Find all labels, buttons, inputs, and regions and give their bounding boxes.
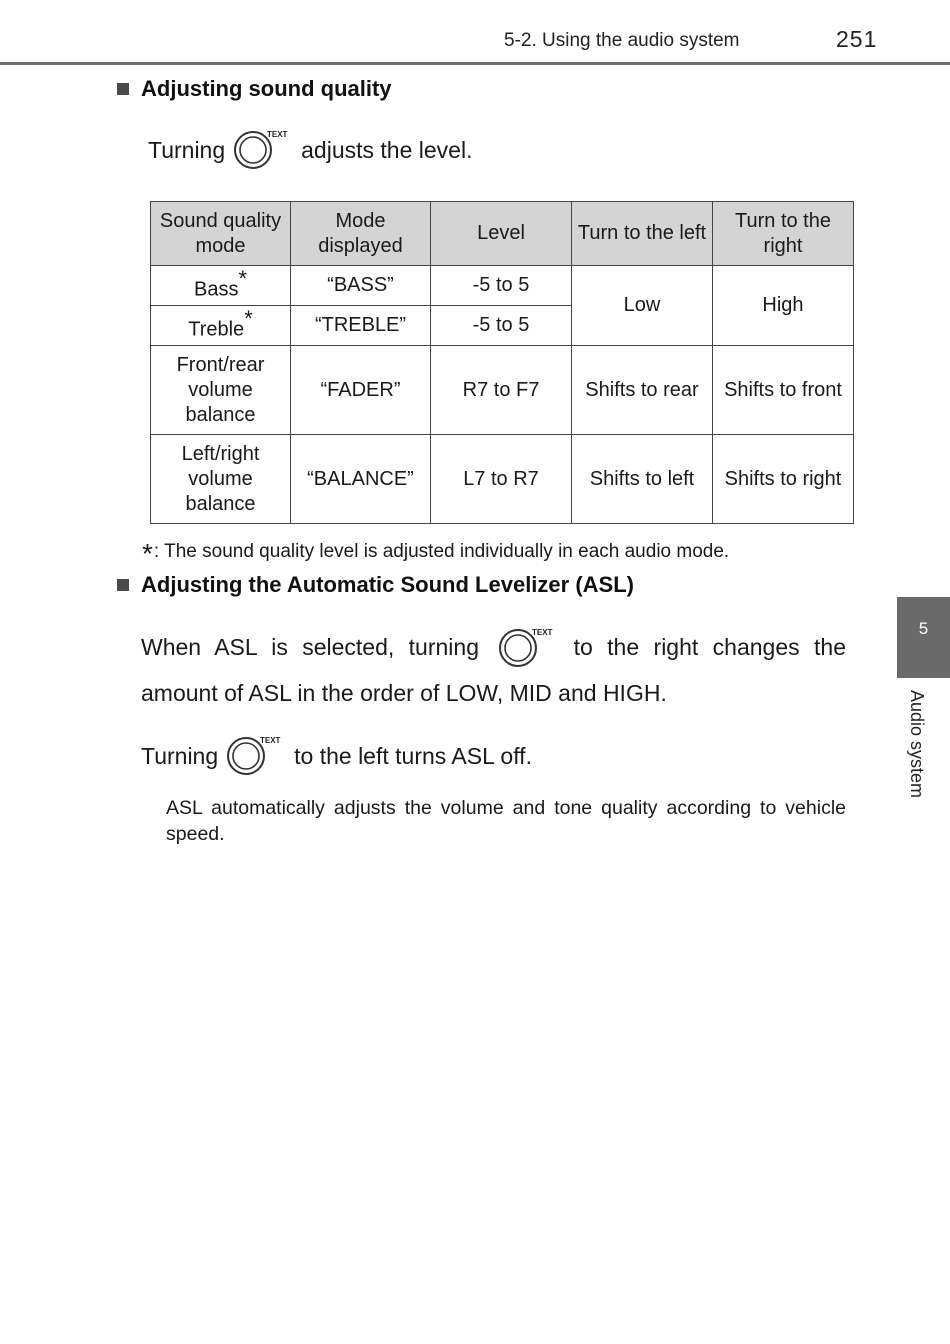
- knob-text-label: TEXT: [267, 130, 288, 139]
- knob-instruction-2: [141, 734, 532, 778]
- right-cell: Shifts to front: [713, 346, 854, 435]
- turning-label: Turning: [148, 136, 226, 163]
- display-cell: “BALANCE”: [291, 435, 431, 524]
- tune-knob-icon: [224, 734, 288, 778]
- knob-instruction-1: [148, 128, 472, 172]
- square-bullet-icon: [117, 83, 129, 95]
- left-cell: Shifts to left: [572, 435, 713, 524]
- footnote-marker: *: [142, 538, 153, 569]
- square-bullet-icon: [117, 579, 129, 591]
- header-cell: Sound quality mode: [151, 202, 291, 266]
- asl-paragraph-line1: [141, 625, 846, 670]
- header-cell: Mode displayed: [291, 202, 431, 266]
- header-cell: Level: [431, 202, 572, 266]
- table-row: [151, 435, 854, 524]
- tune-knob-icon: [496, 626, 560, 670]
- asl-paragraph-line2: amount of ASL in the order of LOW, MID and HIGH.: [141, 680, 667, 706]
- asl-para-suffix: to the right changes the: [573, 634, 846, 660]
- heading-text: Adjusting the Automatic Sound Levelizer (ASL): [141, 572, 634, 597]
- page-number: 251: [836, 26, 878, 52]
- right-cell: Shifts to right: [713, 435, 854, 524]
- footnote-text: : The sound quality level is adjusted individually in each audio mode.: [153, 541, 730, 562]
- heading-asl: [117, 572, 634, 598]
- knob-text-label: TEXT: [532, 627, 553, 637]
- table-header-row: [151, 202, 854, 266]
- section-header: 5-2. Using the audio system: [504, 30, 740, 51]
- display-cell: “TREBLE”: [291, 306, 431, 346]
- asl-note: ASL automatically adjusts the volume and tone quality according to vehicle speed.: [166, 797, 846, 845]
- level-cell: -5 to 5: [431, 306, 572, 346]
- display-cell: “BASS”: [291, 266, 431, 306]
- adjusts-label: adjusts the level.: [301, 136, 473, 163]
- header-cell: Turn to the right: [713, 202, 854, 266]
- chapter-tab[interactable]: 5: [897, 597, 950, 678]
- left-cell: Shifts to rear: [572, 346, 713, 435]
- sound-quality-table: [150, 201, 854, 524]
- display-cell: “FADER”: [291, 346, 431, 435]
- tune-knob-icon: [231, 128, 295, 172]
- mode-cell: Bass*: [151, 266, 291, 306]
- asl-off-label: to the left turns ASL off.: [294, 742, 532, 769]
- table-row: [151, 346, 854, 435]
- level-cell: L7 to R7: [431, 435, 572, 524]
- asterisk-marker: *: [244, 306, 253, 332]
- mode-cell: Front/rear volume balance: [151, 346, 291, 435]
- level-cell: -5 to 5: [431, 266, 572, 306]
- header-rule: [0, 62, 950, 65]
- footnote: [142, 532, 730, 569]
- knob-text-label: TEXT: [260, 736, 281, 745]
- header-cell: Turn to the left: [572, 202, 713, 266]
- chapter-label: Audio system: [907, 690, 927, 799]
- table-row: [151, 266, 854, 306]
- asterisk-marker: *: [238, 266, 248, 292]
- right-cell: High: [713, 266, 854, 346]
- mode-cell: Left/right volume balance: [151, 435, 291, 524]
- asl-para-prefix: When ASL is selected, turning: [141, 634, 479, 660]
- level-cell: R7 to F7: [431, 346, 572, 435]
- left-cell: Low: [572, 266, 713, 346]
- heading-sound-quality: [117, 76, 392, 102]
- heading-text: Adjusting sound quality: [141, 76, 392, 101]
- mode-cell: Treble*: [151, 306, 291, 346]
- turning-label: Turning: [141, 742, 219, 769]
